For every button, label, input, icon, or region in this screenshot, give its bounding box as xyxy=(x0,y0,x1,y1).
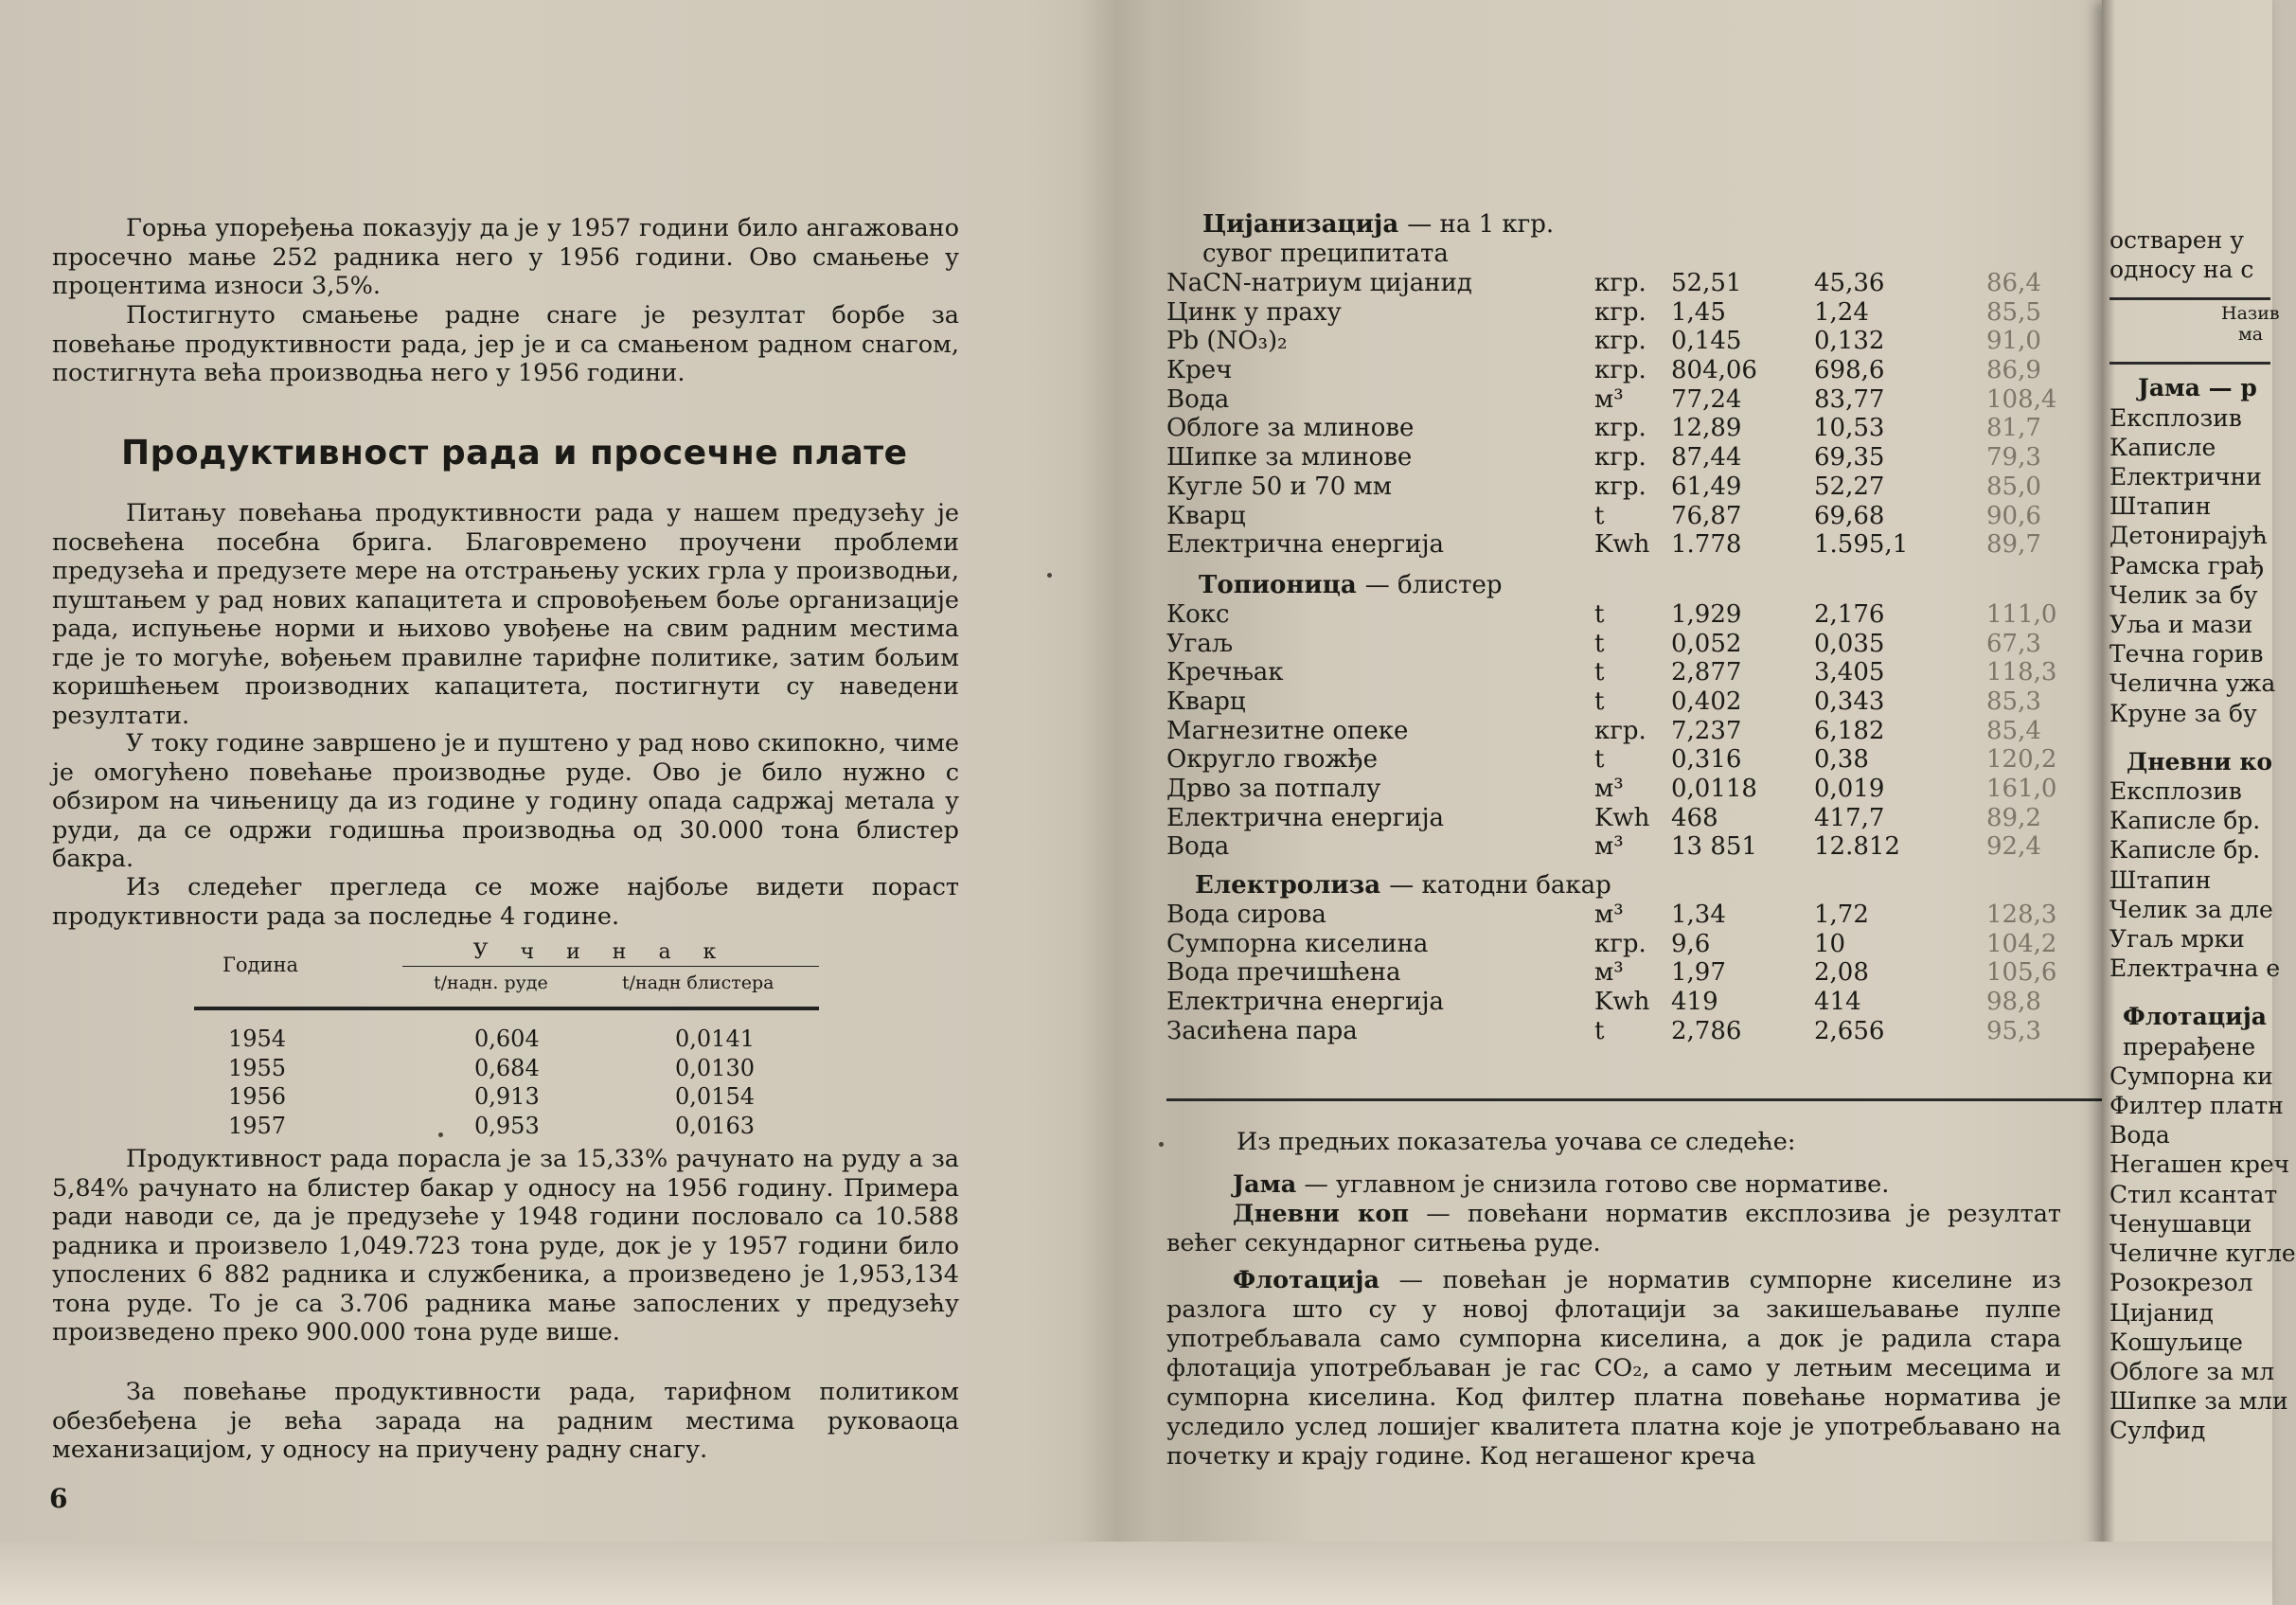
table-cell-year: 1956 xyxy=(228,1083,287,1110)
norms-table xyxy=(1166,210,2057,1046)
fragment-line: Челик за бу xyxy=(2109,580,2258,609)
table-row xyxy=(1166,501,2041,531)
table-row xyxy=(1166,599,2057,630)
next-page-edge xyxy=(2102,0,2296,1605)
table-row xyxy=(1166,414,2041,443)
material-name: Pb (NO₃)₂ xyxy=(1166,327,1288,356)
value-index: 98,8 xyxy=(1986,988,2041,1017)
table-row xyxy=(1166,530,2041,560)
fragment-line: Електрачна е xyxy=(2109,954,2281,983)
value-1957: 1.595,1 xyxy=(1814,530,1909,560)
value-1957: 0,343 xyxy=(1814,687,1885,716)
section-subtitle: — катодни бакар xyxy=(1389,871,1611,901)
fragment-line: Експлозив xyxy=(2109,777,2242,806)
value-1956: 804,06 xyxy=(1671,356,1757,385)
value-1956: 1,34 xyxy=(1671,901,1726,930)
unit: t xyxy=(1594,1016,1605,1045)
unit: кгр. xyxy=(1594,297,1646,327)
value-1956: 87,44 xyxy=(1671,443,1742,473)
value-1956: 76,87 xyxy=(1671,501,1742,530)
unit: t xyxy=(1594,599,1605,629)
value-1956: 9,6 xyxy=(1671,929,1711,958)
table-row xyxy=(1166,327,2041,356)
fragment-line: Розокрезол xyxy=(2109,1269,2253,1297)
section-title-smelter xyxy=(1166,571,1611,600)
value-1957: 0,132 xyxy=(1814,327,1885,356)
table-cell-year: 1954 xyxy=(228,1025,287,1052)
value-1956: 1,97 xyxy=(1671,958,1726,988)
value-1957: 0,38 xyxy=(1814,745,1869,775)
table-row xyxy=(1166,356,2041,385)
value-1956: 0,145 xyxy=(1671,327,1742,356)
value-index: 67,3 xyxy=(1986,629,2041,658)
conclusion-item-1 xyxy=(1166,1170,2075,1200)
material-name: Вода xyxy=(1166,384,1230,414)
material-name: Сумпорна киселина xyxy=(1166,929,1429,958)
unit: t xyxy=(1594,687,1605,716)
material-name: Креч xyxy=(1166,356,1233,385)
value-1957: 52,27 xyxy=(1814,472,1885,501)
value-1957: 45,36 xyxy=(1814,269,1885,297)
body-paragraph-2: У току године завршено је и пуштено у рад ново скипокно, чиме је омогућено повећање производње руде. Ово је било нужно с обзиром на чињеницу да из године у годину опада садржај метала у руди, да се одржи годишња производња од 30.000 тона блистер бакра. xyxy=(52,729,959,873)
table-row xyxy=(1166,269,2041,298)
conclusion-text: — углавном је снизила готово све нормативе. xyxy=(1304,1170,1890,1199)
value-index: 108,4 xyxy=(1986,384,2057,414)
value-1956: 13 851 xyxy=(1671,832,1757,862)
fragment-line: остварен у xyxy=(2109,226,2244,254)
value-1957: 10 xyxy=(1814,929,1846,958)
value-index: 111,0 xyxy=(1986,599,2057,629)
after-paragraph-1: Продуктивност рада порасла је за 15,33% рачунато на руду а за 5,84% рачунато на блистер бакар у односу на 1956 годину. Примера ради наводи се, да је предузеће у 1948 години пословало са 10.588 радника и произвело 1,049.723 тона руде, док је у 1957 години било упослених 6 882 радника и службеника, а произведено је 1,953,134 тона руде. То је са 3.706 радника мање запослених у предузећу произведено преко 900.000 тона руде више. xyxy=(52,1145,959,1346)
table-row xyxy=(1166,716,2041,746)
unit: t xyxy=(1594,658,1605,687)
value-index: 92,4 xyxy=(1986,832,2041,862)
table-row xyxy=(1166,658,2057,687)
table-row xyxy=(1166,745,2057,775)
value-1956: 12,89 xyxy=(1671,414,1742,443)
table-row xyxy=(194,1079,819,1109)
value-1956: 52,51 xyxy=(1671,269,1742,297)
value-index: 85,5 xyxy=(1986,297,2041,327)
material-name: Електрична енергија xyxy=(1166,803,1445,832)
material-name: Засићена пара xyxy=(1166,1016,1358,1045)
fragment-line: Филтер платн xyxy=(2109,1092,2284,1120)
table-row xyxy=(194,1109,819,1138)
value-index: 85,0 xyxy=(1986,472,2041,501)
table-row xyxy=(194,1051,819,1080)
value-index: 128,3 xyxy=(1986,901,2057,930)
value-1956: 1.778 xyxy=(1671,530,1742,560)
material-name: Кугле 50 и 70 мм xyxy=(1166,472,1392,501)
table-row xyxy=(1166,1016,2041,1046)
material-name: Кречњак xyxy=(1166,658,1284,687)
value-index: 161,0 xyxy=(1986,775,2057,803)
fragment-line: Уља и мази xyxy=(2109,611,2253,639)
fragment-line: Цијанид xyxy=(2109,1298,2214,1327)
fragment-line: Угаљ мрки xyxy=(2109,925,2245,954)
table-row xyxy=(1166,384,2057,415)
value-1957: 69,35 xyxy=(1814,443,1885,473)
value-1957: 2,176 xyxy=(1814,599,1885,629)
material-name: Магнезитне опеке xyxy=(1166,716,1409,745)
value-1956: 0,0118 xyxy=(1671,775,1757,803)
material-name: Цинк у праху xyxy=(1166,297,1342,327)
table-row xyxy=(1166,297,2041,328)
value-1957: 0,019 xyxy=(1814,775,1885,803)
unit: м³ xyxy=(1594,775,1624,803)
table-cell-blister: 0,0130 xyxy=(675,1054,755,1081)
section-subtitle-line2: сувог преципитата xyxy=(1202,240,1449,268)
value-1956: 0,316 xyxy=(1671,745,1742,775)
value-1956: 0,052 xyxy=(1671,629,1742,658)
fragment-line: Дневни ко xyxy=(2127,747,2273,776)
table-cell-blister: 0,0141 xyxy=(675,1025,755,1052)
material-name: Кварц xyxy=(1166,687,1246,716)
section-subtitle: — на 1 кгр. xyxy=(1407,210,1555,239)
fragment-line: Детонирајућ xyxy=(2109,522,2268,550)
section-title: Електролиза xyxy=(1195,871,1381,901)
table-cell-blister: 0,0154 xyxy=(675,1083,755,1110)
conclusion-item-3 xyxy=(1166,1266,2061,1471)
table-row xyxy=(1166,775,2057,804)
value-1957: 2,656 xyxy=(1814,1016,1885,1045)
table-cell-ore: 0,953 xyxy=(474,1112,540,1139)
material-name: Кокс xyxy=(1166,599,1230,629)
value-1957: 698,6 xyxy=(1814,356,1885,385)
unit: м³ xyxy=(1594,384,1624,414)
value-index: 79,3 xyxy=(1986,443,2041,473)
table-header-ore: t/надн. руде xyxy=(434,972,548,993)
table-header-divider xyxy=(402,966,819,967)
value-index: 118,3 xyxy=(1986,658,2057,687)
section-title-cyanidation xyxy=(1166,210,1611,240)
fragment-line: Штапин xyxy=(2109,492,2212,521)
unit: м³ xyxy=(1594,958,1624,988)
value-1956: 61,49 xyxy=(1671,472,1742,501)
value-1957: 83,77 xyxy=(1814,384,1885,414)
value-1956: 77,24 xyxy=(1671,384,1742,414)
fragment-line: Каписле xyxy=(2109,433,2216,461)
section-title-electrolysis xyxy=(1166,871,1611,901)
intro-paragraph-2: Постигнуто смањење радне снаге је резултат борбе за повећање продуктивности рада, јер је и са смањеном радном снагом, постигнута већа производња него у 1956 години. xyxy=(52,301,959,387)
fragment-line: Круне за бу xyxy=(2109,699,2257,727)
fragment-line: Кошуљице xyxy=(2109,1328,2243,1356)
value-1957: 1,72 xyxy=(1814,901,1869,930)
fragment-line: односу на с xyxy=(2109,256,2254,284)
fragment-line: Рамска грађ xyxy=(2109,551,2265,580)
section-rows-cyanidation xyxy=(1166,269,2057,560)
value-index: 90,6 xyxy=(1986,501,2041,530)
unit: кгр. xyxy=(1594,929,1646,958)
value-1956: 468 xyxy=(1671,803,1718,832)
section-subtitle: — блистер xyxy=(1364,570,1503,599)
value-1957: 10,53 xyxy=(1814,414,1885,443)
fragment-line: Челичне кугле xyxy=(2109,1239,2296,1268)
fragment-line: Негашен креч xyxy=(2109,1150,2290,1179)
value-index: 95,3 xyxy=(1986,1016,2041,1045)
table-row xyxy=(1166,901,2057,930)
value-1957: 69,68 xyxy=(1814,501,1885,530)
material-name: Вода пречишћена xyxy=(1166,958,1401,988)
table-row xyxy=(1166,958,2057,988)
value-1956: 2,877 xyxy=(1671,658,1742,687)
unit: t xyxy=(1594,745,1605,775)
table-cell-ore: 0,604 xyxy=(474,1025,540,1052)
fragment-line: Флотација xyxy=(2123,1003,2267,1031)
conclusion-term: Јама xyxy=(1233,1170,1297,1199)
table-bottom-rule xyxy=(1166,1098,2113,1101)
conclusion-term: Дневни коп xyxy=(1233,1200,1409,1228)
value-1956: 1,45 xyxy=(1671,297,1726,327)
table-cell-year: 1955 xyxy=(228,1054,287,1081)
fragment-line: Јама — р xyxy=(2138,374,2257,402)
section-rows-electrolysis xyxy=(1166,901,2057,1045)
conclusion-text: — повећани норматив експлозива је резултат већег секундарног ситњења руде. xyxy=(1166,1200,2061,1257)
material-name: Кварц xyxy=(1166,501,1246,530)
value-1957: 417,7 xyxy=(1814,803,1885,832)
intro-paragraph-1: Горња упоређења показују да је у 1957 години било ангажовано просечно мање 252 радника него у 1956 години. Ово смањење у процентима износи 3,5%. xyxy=(52,214,959,300)
after-paragraph-2: За повећање продуктивности рада, тарифном политиком обезбеђена је већа зарада на радним местима руковаоца механизацијом, у односу на приучену радну снагу. xyxy=(52,1378,959,1464)
value-1957: 6,182 xyxy=(1814,716,1885,745)
value-index: 85,4 xyxy=(1986,716,2041,745)
conclusion-item-2 xyxy=(1166,1200,2061,1258)
fragment-line: Назив xyxy=(2221,303,2280,325)
table-row xyxy=(1166,472,2041,502)
page-bottom-edge xyxy=(0,1542,2272,1605)
value-index: 85,3 xyxy=(1986,687,2041,716)
material-name: NaCN-натриум цијанид xyxy=(1166,269,1472,297)
material-name: Електрична енергија xyxy=(1166,988,1445,1017)
productivity-table xyxy=(194,940,819,1137)
page-number: 6 xyxy=(49,1483,68,1514)
fragment-line: Каписле бр. xyxy=(2109,807,2261,835)
table-row xyxy=(1166,687,2041,717)
conclusion-text: — повећан је норматив сумпорне киселине из разлога што су у новој флотацији за закишељавање пулпе употребљавала само сумпорна киселина, а док је радила стара флотација употребљаван је гас CO₂, а само у летњим месецима и сумпорна киселина. Код филтер платна повећање норматива је уследило услед лошијег квалитета платна које је употребљавано на почетку и крају године. Код негашеног креча xyxy=(1166,1266,2062,1471)
value-index: 120,2 xyxy=(1986,745,2057,775)
unit: кгр. xyxy=(1594,414,1646,443)
fragment-line: Вода xyxy=(2109,1121,2170,1150)
table-header-blister: t/надн блистера xyxy=(622,972,774,993)
fragment-line: Челик за дле xyxy=(2109,895,2273,923)
unit: кгр. xyxy=(1594,356,1646,385)
table-row xyxy=(1166,929,2057,959)
unit: Kwh xyxy=(1594,803,1650,832)
fragment-line: Каписле бр. xyxy=(2109,836,2261,865)
material-name: Угаљ xyxy=(1166,629,1233,658)
material-name: Вода сирова xyxy=(1166,901,1326,930)
fragment-line: Ченушавци xyxy=(2109,1209,2252,1238)
unit: кгр. xyxy=(1594,327,1646,356)
material-name: Шипке за млинове xyxy=(1166,443,1413,473)
value-index: 86,4 xyxy=(1986,269,2041,297)
fragment-line: прерађене xyxy=(2123,1032,2256,1061)
material-name: Округло гвожђе xyxy=(1166,745,1378,775)
unit: кгр. xyxy=(1594,443,1646,473)
fragment-line: Сумпорна ки xyxy=(2109,1061,2273,1090)
fragment-line: Облоге за мл xyxy=(2109,1357,2275,1385)
table-header-group: Учинак xyxy=(472,940,749,964)
fragment-rule xyxy=(2109,362,2270,367)
section-rows-smelter xyxy=(1166,599,2057,862)
fragment-line: Течна горив xyxy=(2109,640,2264,669)
value-1957: 3,405 xyxy=(1814,658,1885,687)
fragment-line: Сулфид xyxy=(2109,1417,2206,1445)
fragment-line: Стил ксантат xyxy=(2109,1180,2278,1208)
value-index: 81,7 xyxy=(1986,414,2041,443)
body-paragraph-3: Из следећег прегледа се може најбоље видети пораст продуктивности рада за последње 4 године. xyxy=(52,873,959,931)
value-1957: 12.812 xyxy=(1814,832,1900,862)
table-row xyxy=(1166,803,2041,833)
table-cell-year: 1957 xyxy=(228,1112,287,1139)
unit: кгр. xyxy=(1594,716,1646,745)
value-index: 89,7 xyxy=(1986,530,2041,560)
value-1956: 1,929 xyxy=(1671,599,1742,629)
value-1957: 1,24 xyxy=(1814,297,1869,327)
table-cell-ore: 0,913 xyxy=(474,1083,540,1110)
print-speck xyxy=(1047,573,1052,578)
unit: кгр. xyxy=(1594,269,1646,297)
book-gutter xyxy=(1079,0,1155,1605)
section-title: Цијанизација xyxy=(1202,210,1399,239)
fragment-line: ма xyxy=(2238,324,2264,346)
conclusions-lead: Из предњих показатеља уочава се следеће: xyxy=(1237,1128,1796,1156)
value-index: 86,9 xyxy=(1986,356,2041,385)
value-index: 104,2 xyxy=(1986,929,2057,958)
unit: кгр. xyxy=(1594,472,1646,501)
value-1956: 0,402 xyxy=(1671,687,1742,716)
table-cell-ore: 0,684 xyxy=(474,1054,540,1081)
material-name: Дрво за потпалу xyxy=(1166,775,1381,803)
unit: м³ xyxy=(1594,901,1624,930)
unit: t xyxy=(1594,501,1605,530)
fragment-line: Штапин xyxy=(2109,865,2212,894)
table-row xyxy=(1166,629,2041,659)
unit: м³ xyxy=(1594,832,1624,862)
material-name: Електрична енергија xyxy=(1166,530,1445,560)
value-1957: 0,035 xyxy=(1814,629,1885,658)
unit: Kwh xyxy=(1594,530,1650,560)
fragment-line: Електрични xyxy=(2109,463,2262,491)
value-1956: 2,786 xyxy=(1671,1016,1742,1045)
table-row xyxy=(1166,443,2041,473)
value-index: 91,0 xyxy=(1986,327,2041,356)
fragment-line: Експлозив xyxy=(2109,403,2242,432)
table-row xyxy=(194,1022,819,1051)
table-cell-blister: 0,0163 xyxy=(675,1112,755,1139)
table-row xyxy=(1166,988,2041,1017)
print-speck xyxy=(438,1132,443,1137)
value-1956: 419 xyxy=(1671,988,1718,1017)
value-index: 105,6 xyxy=(1986,958,2057,988)
body-paragraph-1: Питању повећања продуктивности рада у нашем предузећу је посвећена посебна брига. Благовремено проучени проблеми предузећа и предузете мере на отстрањењу уских грла у производњи, пуштањем у рад нових капацитета и спровођењем боље организације рада, испуњење норми и њихово увођење на свим радним местима где је то могуће, вођењем правилне тарифне политике, затим бољим коришћењем производних капацитета, постигнути су наведени резултати. xyxy=(52,499,959,730)
conclusion-term: Флотација xyxy=(1233,1266,1380,1294)
value-1957: 414 xyxy=(1814,988,1861,1017)
material-name: Облоге за млинове xyxy=(1166,414,1415,443)
value-index: 89,2 xyxy=(1986,803,2041,832)
table-header-year: Година xyxy=(222,954,298,976)
fragment-line: Шипке за мли xyxy=(2109,1387,2288,1416)
value-1956: 7,237 xyxy=(1671,716,1742,745)
fragment-line: Челична ужа xyxy=(2109,669,2276,698)
print-speck xyxy=(1159,1142,1164,1147)
table-row xyxy=(1166,832,2041,862)
section-title: Топионица xyxy=(1199,570,1357,599)
material-name: Вода xyxy=(1166,832,1230,862)
value-1957: 2,08 xyxy=(1814,958,1869,988)
section-heading: Продуктивност рада и просечне плате xyxy=(121,434,908,473)
unit: t xyxy=(1594,629,1605,658)
unit: Kwh xyxy=(1594,988,1650,1017)
next-page-text xyxy=(2109,225,2296,1446)
